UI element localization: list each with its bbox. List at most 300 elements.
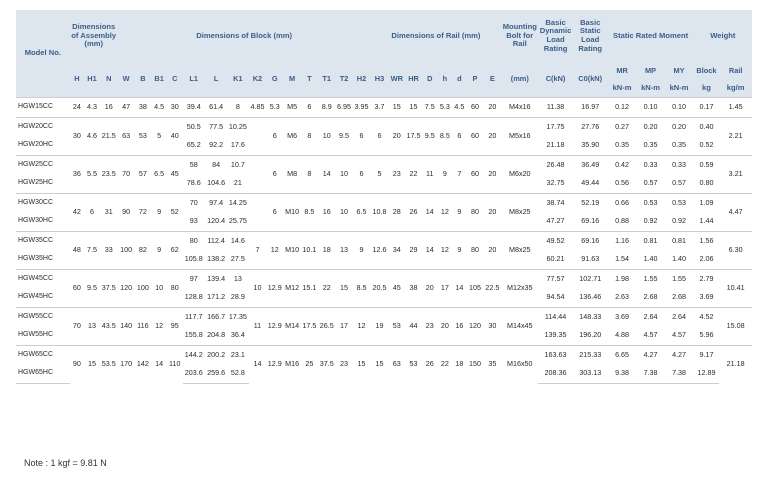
- cell-l: 171.2: [207, 292, 226, 301]
- model-number: HGW35CC: [16, 231, 70, 250]
- cell-common: 12: [438, 231, 453, 269]
- cell-dynamic-load: 49.52: [538, 231, 573, 250]
- header-sub-0: H: [70, 62, 85, 98]
- header-sub-9: K1: [227, 62, 248, 98]
- cell-dynamic-load: 21.18: [546, 140, 565, 149]
- cell-common: 90: [118, 193, 135, 231]
- cell-l1: 117.7: [183, 307, 205, 326]
- cell-common: M10: [283, 231, 301, 269]
- cell-mp: 0.20: [637, 117, 665, 136]
- cell-common: 23: [336, 345, 353, 383]
- cell-common: 6: [266, 117, 283, 155]
- cell-l1: 65.2: [186, 140, 201, 149]
- cell-common: M8: [283, 155, 301, 193]
- cell-common: M6x20: [501, 155, 538, 193]
- cell-mp: 4.27: [637, 345, 665, 364]
- cell-common: 12.9: [266, 345, 283, 383]
- cell-rail-weight: 10.41: [719, 269, 752, 307]
- cell-l: 259.6: [205, 364, 227, 383]
- cell-common: 52: [167, 193, 183, 231]
- cell-l: 61.4: [205, 98, 227, 118]
- header-sub-24: E: [483, 62, 501, 98]
- table-row: [16, 307, 752, 326]
- cell-my: 7.38: [665, 364, 694, 383]
- cell-common: 72: [135, 193, 152, 231]
- cell-common: 60: [467, 117, 484, 155]
- cell-common: 7.5: [84, 231, 100, 269]
- cell-mr: 4.88: [615, 330, 630, 339]
- cell-dynamic-load: 47.27: [546, 216, 565, 225]
- header-block-unit: kg: [694, 80, 720, 98]
- cell-common: 48: [70, 231, 85, 269]
- cell-common: 38: [405, 269, 422, 307]
- cell-common: 26: [422, 345, 438, 383]
- cell-common: 31: [100, 193, 118, 231]
- cell-dynamic-load: 32.75: [546, 178, 565, 187]
- cell-common: 4.3: [84, 98, 100, 118]
- cell-common: 5: [371, 155, 389, 193]
- cell-mr: 9.38: [608, 364, 637, 383]
- cell-common: 15: [352, 345, 370, 383]
- header-mounting-bolt: Mounting Bolt for Rail: [501, 10, 538, 62]
- cell-common: 24: [70, 98, 85, 118]
- cell-common: 82: [135, 231, 152, 269]
- header-my-unit: kN-m: [665, 80, 694, 98]
- cell-common: 3.7: [371, 98, 389, 118]
- model-number: HGW65HC: [16, 364, 70, 383]
- cell-rail-weight: 3.21: [719, 155, 752, 193]
- cell-l1: 39.4: [183, 98, 205, 118]
- header-my: MY: [665, 62, 694, 80]
- cell-l: 139.4: [205, 269, 227, 288]
- cell-common: 9.5: [422, 117, 438, 155]
- cell-common: 16: [452, 307, 467, 345]
- cell-common: 120: [467, 307, 484, 345]
- cell-k1: 27.5: [230, 254, 245, 263]
- cell-common: 5.3: [438, 98, 453, 118]
- cell-dynamic-load: 26.48: [538, 155, 573, 174]
- cell-l: 104.6: [207, 178, 226, 187]
- cell-rail-weight: 1.45: [719, 98, 752, 118]
- cell-common: 8.5: [352, 269, 370, 307]
- cell-common: 43.5: [100, 307, 118, 345]
- cell-mr: 0.56: [615, 178, 630, 187]
- cell-my: 1.40: [672, 254, 687, 263]
- cell-k1: 8: [227, 98, 248, 118]
- header-sub-4: B: [135, 62, 152, 98]
- cell-common: 5: [151, 117, 167, 155]
- cell-common: 9: [151, 193, 167, 231]
- cell-k1: 13: [227, 269, 248, 288]
- cell-common: 10: [318, 117, 336, 155]
- cell-common: 20.5: [371, 269, 389, 307]
- cell-common: 57: [135, 155, 152, 193]
- cell-common: 120: [118, 269, 135, 307]
- cell-common: 40: [167, 117, 183, 155]
- cell-common: 100: [135, 269, 152, 307]
- cell-common: 20: [483, 117, 501, 155]
- cell-common: 20: [483, 98, 501, 118]
- cell-common: 9: [452, 193, 467, 231]
- header-sub-20: D: [422, 62, 438, 98]
- cell-static-load: 36.49: [573, 155, 608, 174]
- cell-common: 6: [266, 193, 283, 231]
- cell-l: 138.2: [207, 254, 226, 263]
- cell-mr: 2.63: [615, 292, 630, 301]
- cell-common: 12.6: [371, 231, 389, 269]
- cell-common: 6.5: [151, 155, 167, 193]
- cell-common: 110: [167, 345, 183, 383]
- cell-static-load: 303.13: [573, 364, 608, 383]
- cell-common: 4.6: [84, 117, 100, 155]
- model-number: HGW45HC: [18, 293, 54, 300]
- table-row: [16, 155, 752, 174]
- cell-common: 35: [483, 345, 501, 383]
- cell-k1: 52.8: [227, 364, 248, 383]
- cell-l1: 93: [189, 216, 198, 225]
- cell-dynamic-load: 208.36: [538, 364, 573, 383]
- cell-rail-weight: 2.21: [719, 117, 752, 155]
- header-sub-23: P: [467, 62, 484, 98]
- cell-block-weight: 1.09: [694, 193, 720, 212]
- header-sub-19: HR: [405, 62, 422, 98]
- cell-dynamic-load: 77.57: [538, 269, 573, 288]
- cell-common: 12.9: [266, 307, 283, 345]
- cell-common: 6: [352, 117, 370, 155]
- cell-common: 7.5: [422, 98, 438, 118]
- cell-common: 26.5: [318, 307, 336, 345]
- cell-dynamic-load: 17.75: [538, 117, 573, 136]
- cell-my: 0.53: [665, 193, 694, 212]
- cell-common: 34: [388, 231, 405, 269]
- cell-common: 10: [336, 193, 353, 231]
- cell-my: 2.64: [665, 307, 694, 326]
- cell-common: 22: [405, 155, 422, 193]
- cell-common: M10: [283, 193, 301, 231]
- cell-common: 22: [438, 345, 453, 383]
- cell-mp: 0.81: [637, 231, 665, 250]
- cell-static-load: 102.71: [573, 269, 608, 288]
- cell-common: 20: [483, 231, 501, 269]
- cell-l1: 155.8: [184, 330, 203, 339]
- model-number: HGW20CC: [16, 117, 70, 136]
- cell-static-load: 35.90: [581, 140, 600, 149]
- cell-block-weight: 0.17: [694, 98, 720, 118]
- cell-common: 38: [135, 98, 152, 118]
- header-sub-5: B1: [151, 62, 167, 98]
- cell-common: 14: [422, 193, 438, 231]
- cell-common: 95: [167, 307, 183, 345]
- model-number: HGW55CC: [16, 307, 70, 326]
- cell-block-weight: 5.96: [699, 330, 714, 339]
- header-sub-12: M: [283, 62, 301, 98]
- cell-common: 23: [422, 307, 438, 345]
- cell-common: 10: [336, 155, 353, 193]
- header-sub-21: h: [438, 62, 453, 98]
- cell-my: 0.57: [672, 178, 687, 187]
- cell-mr: 1.16: [608, 231, 637, 250]
- cell-common: 140: [118, 307, 135, 345]
- cell-l1: 78.6: [186, 178, 201, 187]
- cell-common: M12x35: [501, 269, 538, 307]
- cell-mp: 4.57: [643, 330, 658, 339]
- cell-common: 60: [467, 98, 484, 118]
- cell-block-weight: 1.44: [699, 216, 714, 225]
- cell-common: 10.8: [371, 193, 389, 231]
- cell-common: 21.5: [100, 117, 118, 155]
- cell-k1: 28.9: [230, 292, 245, 301]
- cell-common: 11: [249, 307, 267, 345]
- model-number: HGW25CC: [16, 155, 70, 174]
- cell-common: 12: [352, 307, 370, 345]
- table-row: [16, 98, 752, 118]
- cell-l: 200.2: [205, 345, 227, 364]
- cell-common: 60: [467, 155, 484, 193]
- cell-common: 6: [84, 193, 100, 231]
- cell-l1: 50.5: [183, 117, 205, 136]
- header-sub-10: K2: [249, 62, 267, 98]
- cell-common: 11: [422, 155, 438, 193]
- cell-block-weight: 2.06: [699, 254, 714, 263]
- cell-common: 116: [135, 307, 152, 345]
- header-sub-1: H1: [84, 62, 100, 98]
- cell-common: 7: [249, 231, 267, 269]
- cell-common: M14x45: [501, 307, 538, 345]
- cell-common: M4x16: [501, 98, 538, 118]
- cell-common: 20: [438, 307, 453, 345]
- cell-l: 92.2: [209, 140, 224, 149]
- cell-mr: 0.66: [608, 193, 637, 212]
- header-sub-7: L1: [183, 62, 205, 98]
- cell-block-weight: 2.79: [694, 269, 720, 288]
- cell-rail-weight: 15.08: [719, 307, 752, 345]
- cell-l1: 80: [183, 231, 205, 250]
- cell-common: 30: [483, 307, 501, 345]
- cell-common: 9.5: [84, 269, 100, 307]
- cell-common: 19: [371, 307, 389, 345]
- table-row: [16, 117, 752, 136]
- cell-mr: 0.12: [608, 98, 637, 118]
- header-block: Dimensions of Block (mm): [118, 10, 371, 62]
- cell-common: 9: [452, 231, 467, 269]
- cell-dynamic-load: 60.21: [546, 254, 565, 263]
- cell-block-weight: 0.59: [694, 155, 720, 174]
- cell-static-load: 69.16: [581, 216, 600, 225]
- cell-common: 15: [371, 345, 389, 383]
- cell-mr: 0.27: [608, 117, 637, 136]
- cell-common: 6: [266, 155, 283, 193]
- cell-common: 9.5: [336, 117, 353, 155]
- cell-my: 0.20: [665, 117, 694, 136]
- cell-common: [249, 155, 267, 193]
- header-mp: MP: [637, 62, 665, 80]
- cell-common: 12: [438, 193, 453, 231]
- cell-common: 80: [467, 193, 484, 231]
- cell-common: 6: [371, 117, 389, 155]
- header-sub-6: C: [167, 62, 183, 98]
- cell-common: 8: [301, 155, 318, 193]
- cell-my: 0.10: [665, 98, 694, 118]
- cell-block-weight: 12.89: [694, 364, 720, 383]
- cell-common: 70: [70, 307, 85, 345]
- cell-common: M12: [283, 269, 301, 307]
- footnote: Note : 1 kgf = 9.81 N: [24, 458, 107, 468]
- cell-mp: 1.55: [637, 269, 665, 288]
- cell-common: M6: [283, 117, 301, 155]
- cell-common: 4.85: [249, 98, 267, 118]
- cell-mp: 0.33: [637, 155, 665, 174]
- cell-static-load: 69.16: [573, 231, 608, 250]
- cell-common: 53: [388, 307, 405, 345]
- cell-block-weight: 9.17: [694, 345, 720, 364]
- cell-common: 142: [135, 345, 152, 383]
- header-dynamic: Basic Dynamic Load Rating: [538, 10, 573, 62]
- cell-mr: 1.54: [615, 254, 630, 263]
- cell-l1: 144.2: [183, 345, 205, 364]
- cell-common: 12.9: [266, 269, 283, 307]
- cell-mr: 0.35: [615, 140, 630, 149]
- cell-common: M8x25: [501, 231, 538, 269]
- cell-k1: 14.6: [227, 231, 248, 250]
- cell-k1: 17.6: [230, 140, 245, 149]
- cell-k1: 23.1: [227, 345, 248, 364]
- cell-mp: 7.38: [637, 364, 665, 383]
- header-rail: Dimensions of Rail (mm): [371, 10, 502, 62]
- cell-k1: 21: [233, 178, 242, 187]
- cell-mr: 1.98: [608, 269, 637, 288]
- cell-mp: 2.64: [637, 307, 665, 326]
- cell-common: M8x25: [501, 193, 538, 231]
- cell-l: 77.5: [205, 117, 227, 136]
- cell-dynamic-load: 11.38: [538, 98, 573, 118]
- header-static: Basic Static Load Rating: [573, 10, 608, 62]
- model-number: HGW45CC: [16, 269, 70, 288]
- table-row: [16, 269, 752, 288]
- cell-mp: 0.35: [643, 140, 658, 149]
- cell-common: 15: [84, 345, 100, 383]
- cell-l1: 128.8: [184, 292, 203, 301]
- header-sub-8: L: [205, 62, 227, 98]
- header-sub-13: T: [301, 62, 318, 98]
- cell-static-load: 27.76: [573, 117, 608, 136]
- cell-common: 9: [438, 155, 453, 193]
- header-sub-17: H3: [371, 62, 389, 98]
- header-model-no: Model No.: [16, 10, 70, 98]
- header-mp-unit: kN-m: [637, 80, 665, 98]
- cell-common: 23: [388, 155, 405, 193]
- cell-common: 22: [318, 269, 336, 307]
- cell-common: 105: [467, 269, 484, 307]
- cell-common: 15: [405, 98, 422, 118]
- cell-static-load: 16.97: [573, 98, 608, 118]
- cell-common: 17: [438, 269, 453, 307]
- cell-common: 16: [318, 193, 336, 231]
- cell-common: 6: [301, 98, 318, 118]
- cell-common: 15: [388, 98, 405, 118]
- cell-l: 112.4: [205, 231, 227, 250]
- cell-my: 0.92: [672, 216, 687, 225]
- cell-common: 36: [70, 155, 85, 193]
- cell-common: 12: [266, 231, 283, 269]
- cell-common: 14: [452, 269, 467, 307]
- model-number: HGW55HC: [18, 331, 54, 338]
- cell-common: 30: [167, 98, 183, 118]
- header-assembly: Dimensions of Assembly (mm): [70, 10, 118, 62]
- cell-common: 18: [318, 231, 336, 269]
- table-row: [16, 345, 752, 364]
- cell-common: 22.5: [483, 269, 501, 307]
- cell-common: 70: [118, 155, 135, 193]
- cell-common: 15: [336, 269, 353, 307]
- cell-rail-weight: 21.18: [719, 345, 752, 383]
- cell-common: 63: [118, 117, 135, 155]
- cell-common: 13: [84, 307, 100, 345]
- header-sub-22: d: [452, 62, 467, 98]
- cell-common: 8.5: [438, 117, 453, 155]
- cell-l1: 97: [183, 269, 205, 288]
- cell-common: 90: [70, 345, 85, 383]
- cell-common: 5.3: [266, 98, 283, 118]
- cell-block-weight: 0.52: [699, 140, 714, 149]
- cell-common: 8.9: [318, 98, 336, 118]
- header-rail-unit: kg/m: [719, 80, 752, 98]
- header-c-unit: C(kN): [538, 62, 573, 98]
- cell-l: 166.7: [205, 307, 227, 326]
- table-row: [16, 193, 752, 212]
- model-number: HGW30HC: [18, 217, 54, 224]
- cell-my: 0.33: [665, 155, 694, 174]
- cell-k1: 25.75: [228, 216, 247, 225]
- cell-common: 42: [70, 193, 85, 231]
- header-sub-11: G: [266, 62, 283, 98]
- cell-dynamic-load: 94.54: [546, 292, 565, 301]
- cell-common: 14: [318, 155, 336, 193]
- cell-mp: 2.68: [643, 292, 658, 301]
- cell-mp: 0.57: [643, 178, 658, 187]
- cell-common: 25: [301, 345, 318, 383]
- header-sub-14: T1: [318, 62, 336, 98]
- cell-static-load: 136.46: [579, 292, 602, 301]
- header-sub-3: W: [118, 62, 135, 98]
- cell-common: 20: [483, 155, 501, 193]
- cell-l1: 58: [183, 155, 205, 174]
- cell-static-load: 215.33: [573, 345, 608, 364]
- cell-k1: 17.35: [227, 307, 248, 326]
- cell-common: 33: [100, 231, 118, 269]
- cell-common: 20: [388, 117, 405, 155]
- cell-common: 9: [352, 231, 370, 269]
- cell-common: 17.5: [405, 117, 422, 155]
- cell-common: 29: [405, 231, 422, 269]
- cell-mp: 0.53: [637, 193, 665, 212]
- header-weight: Weight: [694, 10, 752, 62]
- cell-common: 5.5: [84, 155, 100, 193]
- cell-common: 80: [167, 269, 183, 307]
- cell-block-weight: 1.56: [694, 231, 720, 250]
- cell-common: 14: [151, 345, 167, 383]
- model-number: HGW30CC: [16, 193, 70, 212]
- cell-l1: 70: [183, 193, 205, 212]
- cell-common: 4.5: [452, 98, 467, 118]
- cell-static-load: 49.44: [581, 178, 600, 187]
- cell-my: 2.68: [672, 292, 687, 301]
- cell-common: 9: [151, 231, 167, 269]
- header-sub-16: H2: [352, 62, 370, 98]
- cell-block-weight: 0.80: [699, 178, 714, 187]
- cell-common: 6.95: [336, 98, 353, 118]
- cell-static-load: 91.63: [581, 254, 600, 263]
- cell-common: 13: [336, 231, 353, 269]
